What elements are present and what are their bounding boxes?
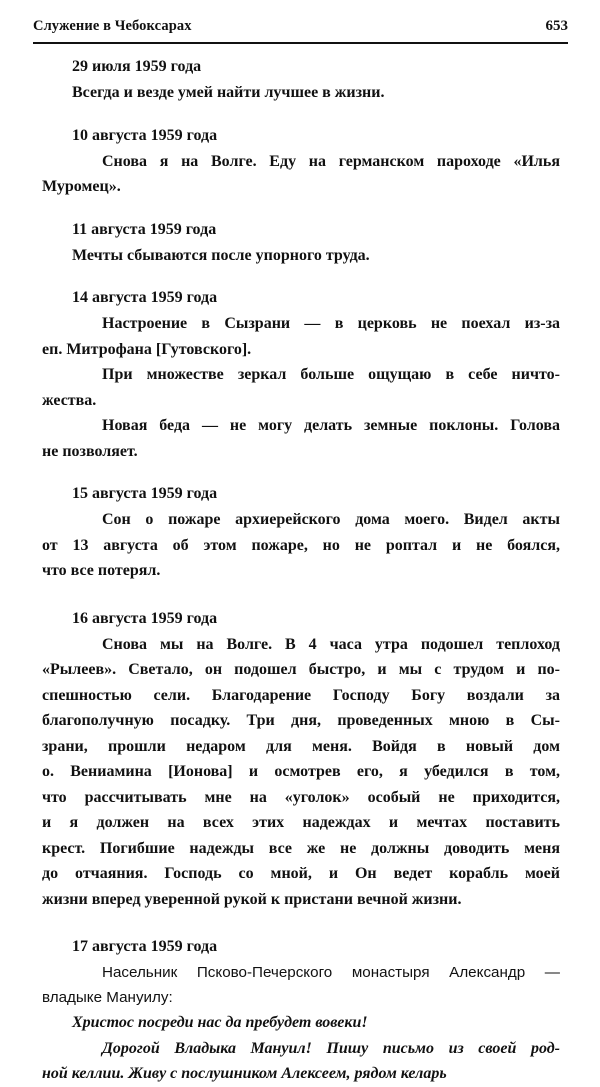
text-line: до отчаяния. Господь со мной, и Он ведет корабль моей <box>42 865 560 882</box>
text-line: Новая беда — не могу делать земные поклоны. Голова <box>102 417 560 434</box>
text-line: от 13 августа об этом пожаре, но не роптал и не боялся, <box>42 536 560 554</box>
text-line: Снова я на Волге. Еду на германском пароходе «Илья <box>102 152 560 170</box>
entry-date-heading: 11 августа 1959 года <box>72 220 217 238</box>
entry-date-heading: 10 августа 1959 года <box>72 126 218 144</box>
running-head <box>33 18 568 35</box>
body-paragraph <box>42 362 560 413</box>
text-line: владыке Мануилу: <box>42 989 173 1006</box>
diary-entry <box>42 123 560 200</box>
text-line: Всегда и везде умей найти лучшее в жизни. <box>72 84 385 101</box>
text-line: Дорогой Владыка Мануил! Пишу письмо из своей род- <box>102 1039 560 1057</box>
diary-entry <box>42 481 560 584</box>
body-paragraph <box>42 243 560 269</box>
diary-entry <box>42 934 560 1087</box>
text-line: Муромец». <box>42 178 121 195</box>
running-head-title: Служение в Чебоксарах <box>33 18 192 34</box>
diary-entry <box>42 54 560 106</box>
entry-spacer <box>42 912 560 934</box>
diary-entry <box>42 285 560 464</box>
entry-spacer <box>42 464 560 481</box>
text-line: «Рылеев». Светало, он подошел быстро, и мы с трудом и по- <box>42 661 560 678</box>
entry-date-heading: 17 августа 1959 года <box>72 938 218 955</box>
text-line: Христос посреди нас да пребудет вовеки! <box>72 1014 368 1031</box>
entry-date-heading: 15 августа 1959 года <box>72 485 218 502</box>
diary-entry <box>42 217 560 269</box>
body-text-block <box>42 54 560 1087</box>
entry-spacer <box>42 200 560 217</box>
body-paragraph <box>42 507 560 584</box>
entry-spacer <box>42 268 560 285</box>
text-line: жества. <box>42 391 97 409</box>
text-line: При множестве зеркал больше ощущаю в себе ничто- <box>102 366 560 383</box>
text-line: Настроение в Сызрани — в церковь не поехал из-за <box>102 315 560 332</box>
text-line: не позволяет. <box>42 442 138 460</box>
body-paragraph <box>42 149 560 200</box>
text-line: ной келлии. Живу с послушником Алексеем, рядом келарь <box>42 1065 447 1082</box>
diary-entry <box>42 606 560 913</box>
text-line: жизни вперед уверенной рукой к пристани вечной жизни. <box>42 890 462 908</box>
body-paragraph <box>42 632 560 913</box>
body-paragraph <box>42 80 560 106</box>
text-line: о. Вениамина [Ионова] и осмотрев его, я убедился в том, <box>42 763 560 780</box>
text-line: спешностью сели. Благодарение Господу Богу воздали за <box>42 686 560 704</box>
text-line: зрани, прошли недаром для меня. Войдя в новый дом <box>42 737 560 755</box>
attribution-paragraph <box>42 960 560 1010</box>
text-line: Снова мы на Волге. В 4 часа утра подошел теплоход <box>102 635 560 653</box>
entry-date-heading: 29 июля 1959 года <box>72 58 202 75</box>
text-line: Мечты сбываются после упорного труда. <box>72 246 370 264</box>
text-line: Насельник Псково-Печерского монастыря Александр — <box>102 964 560 981</box>
text-line: Сон о пожаре архиерейского дома моего. Видел акты <box>102 511 560 528</box>
text-line: благополучную посадку. Три дня, проведенных мною в Сы- <box>42 712 560 729</box>
entry-date-heading: 16 августа 1959 года <box>72 609 218 627</box>
entry-date-heading: 14 августа 1959 года <box>72 289 218 306</box>
entry-spacer <box>42 106 560 123</box>
text-line: еп. Митрофана [Гутовского]. <box>42 340 252 358</box>
text-line: что все потерял. <box>42 562 161 579</box>
running-head-rule <box>33 42 568 44</box>
letter-paragraph <box>42 1036 560 1087</box>
body-paragraph <box>42 413 560 464</box>
text-line: и я должен на всех этих надеждах и мечтах поставить <box>42 814 560 831</box>
text-line: что рассчитывать мне на «уголок» особый не приходится, <box>42 788 560 806</box>
letter-paragraph <box>42 1010 560 1036</box>
text-line: крест. Погибшие надежды все же не должны доводить меня <box>42 839 560 857</box>
entry-spacer <box>42 584 560 606</box>
body-paragraph <box>42 311 560 362</box>
page-number: 653 <box>545 18 568 34</box>
